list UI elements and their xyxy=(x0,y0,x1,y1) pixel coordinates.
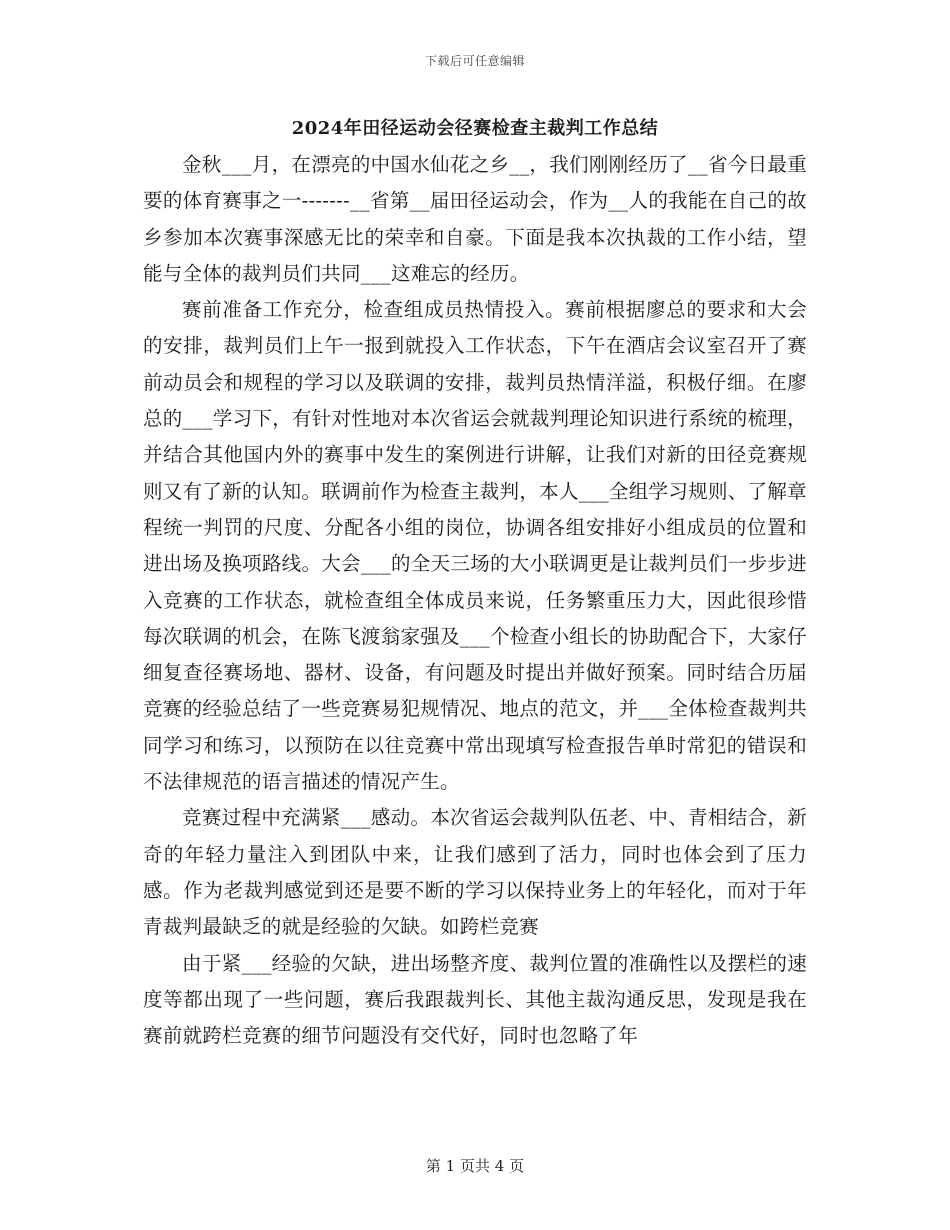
page-header-note: 下载后可任意编辑 xyxy=(424,54,525,68)
page-number: 第 1 页共 4 页 xyxy=(425,1157,525,1175)
document-title: 2024年田径运动会径赛检查主裁判工作总结 xyxy=(291,118,659,139)
paragraph: 竞赛过程中充满紧___感动。本次省运会裁判队伍老、中、青相结合，新奇的年轻力量注入到团队中来，让我们感到了活力，同时也体会到了压力感。作为老裁判感觉到还是要不断的学习以保持业务上的年轻化，而对于年青裁判最缺乏的就是经验的欠缺。如跨栏竞赛 xyxy=(143,806,807,939)
document-body xyxy=(143,147,807,1054)
paragraph: 由于紧___经验的欠缺，进出场整齐度、裁判位置的准确性以及摆栏的速度等都出现了一些问题，赛后我跟裁判长、其他主裁沟通反思，发现是我在赛前就跨栏竞赛的细节问题没有交代好，同时也忽略了年 xyxy=(143,951,807,1048)
paragraph: 赛前准备工作充分，检查组成员热情投入。赛前根据廖总的要求和大会的安排，裁判员们上午一报到就投入工作状态，下午在酒店会议室召开了赛前动员会和规程的学习以及联调的安排，裁判员热情洋溢，积极仔细。在廖总的___学习下，有针对性地对本次省运会就裁判理论知识进行系统的梳理，并结合其他国内外的赛事中发生的案例进行讲解，让我们对新的田径竞赛规则又有了新的认知。联调前作为检查主裁判，本人___全组学习规则、了解章程统一判罚的尺度、分配各小组的岗位，协调各组安排好小组成员的位置和进出场及换项路线。大会___的全天三场的大小联调更是让裁判员们一步步进入竞赛的工作状态，就检查组全体成员来说，任务繁重压力大，因此很珍惜每次联调的机会，在陈飞渡翁家强及___个检查小组长的协助配合下，大家仔细复查径赛场地、器材、设备，有问题及时提出并做好预案。同时结合历届竞赛的经验总结了一些竞赛易犯规情况、地点的范文，并___全体检查裁判共同学习和练习，以预防在以往竞赛中常出现填写检查报告单时常犯的错误和不法律规范的语言描述的情况产生。 xyxy=(143,298,807,794)
paragraph: 金秋___月，在漂亮的中国水仙花之乡__，我们刚刚经历了__省今日最重要的体育赛事之一-------__省第__届田径运动会，作为__人的我能在自己的故乡参加本次赛事深感无比的荣幸和自豪。下面是我本次执裁的工作小结，望能与全体的裁判员们共同___这难忘的经历。 xyxy=(143,153,807,285)
